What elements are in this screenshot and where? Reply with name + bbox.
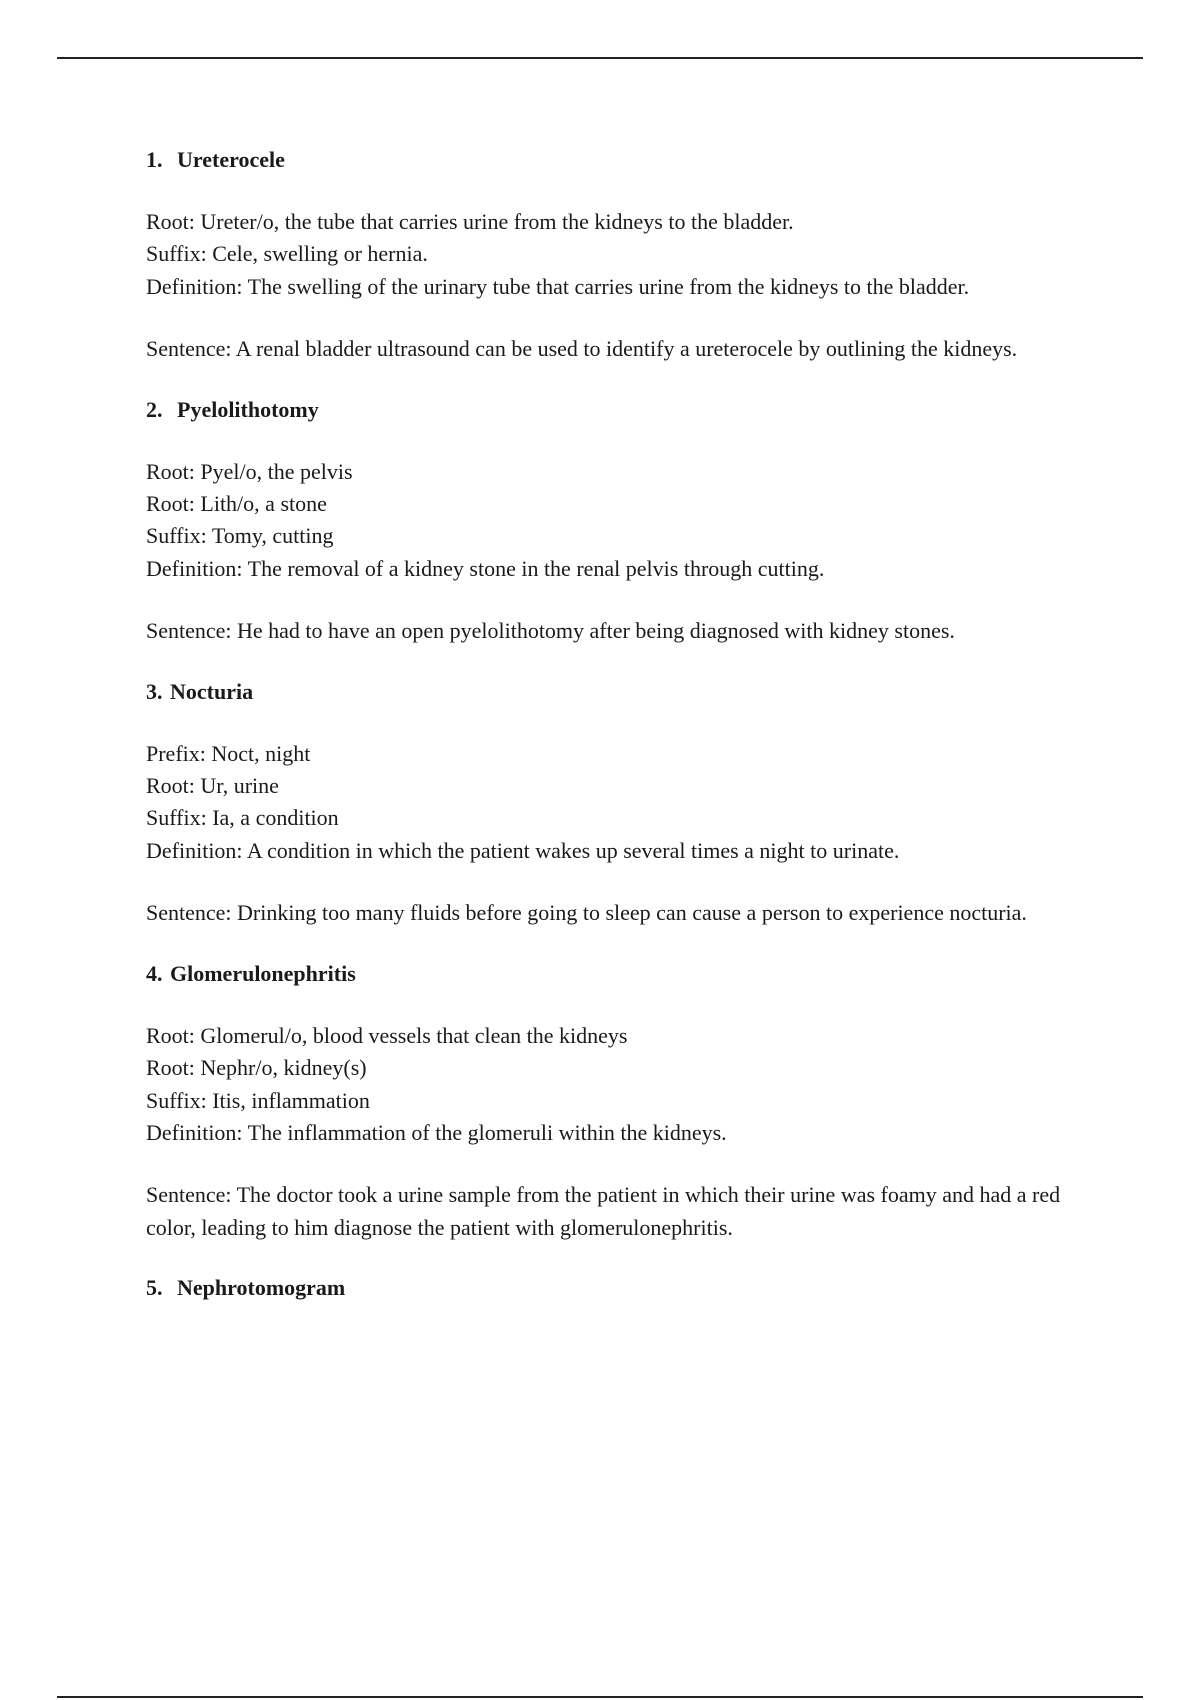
entry-nephrotomogram bbox=[146, 1272, 1086, 1304]
entry-heading bbox=[146, 958, 1086, 990]
entry-line: Root: Ureter/o, the tube that carries urine from the kidneys to the bladder. bbox=[146, 209, 794, 234]
entry-line: Root: Pyel/o, the pelvis bbox=[146, 458, 353, 484]
bottom-rule bbox=[57, 1696, 1143, 1698]
entry-line: Root: Ur, urine bbox=[146, 773, 279, 799]
entry-term: Nephrotomogram bbox=[177, 1275, 346, 1301]
entry-sentence: Sentence: He had to have an open pyelolithotomy after being diagnosed with kidney stones. bbox=[146, 618, 955, 644]
entry-heading bbox=[146, 1272, 1086, 1304]
entry-line: Definition: The swelling of the urinary tube that carries urine from the kidneys to the bladder. bbox=[146, 273, 970, 299]
entry-line: Root: Lith/o, a stone bbox=[146, 491, 327, 517]
entry-line: Root: Nephr/o, kidney(s) bbox=[146, 1055, 367, 1081]
entry-line: Definition: The removal of a kidney stone in the renal pelvis through cutting. bbox=[146, 555, 825, 581]
entry-nocturia bbox=[146, 676, 1086, 930]
entry-line: Prefix: Noct, night bbox=[146, 740, 311, 766]
document-body bbox=[146, 144, 1086, 1334]
entry-sentence: Sentence: A renal bladder ultrasound can be used to identify a ureterocele by outlining the kidneys. bbox=[146, 336, 1018, 362]
entry-heading bbox=[146, 394, 1086, 426]
entry-line: Root: Glomerul/o, blood vessels that clean the kidneys bbox=[146, 1022, 628, 1048]
entry-term: Ureterocele bbox=[177, 147, 285, 172]
entry-term: Nocturia bbox=[170, 678, 254, 704]
entry-number: 5. bbox=[146, 1275, 163, 1301]
entry-number: 1. bbox=[146, 147, 163, 172]
entry-number: 2. bbox=[146, 396, 163, 422]
entry-line: Suffix: Itis, inflammation bbox=[146, 1087, 370, 1113]
top-rule bbox=[57, 57, 1143, 59]
entry-line: Suffix: Ia, a condition bbox=[146, 805, 339, 831]
entry-number: 3. bbox=[146, 678, 163, 704]
entry-ureterocele bbox=[146, 144, 1086, 366]
entry-line: Suffix: Tomy, cutting bbox=[146, 523, 334, 549]
entry-line: Definition: A condition in which the patient wakes up several times a night to urinate. bbox=[146, 837, 900, 863]
entry-sentence: Sentence: Drinking too many fluids before going to sleep can cause a person to experience nocturia. bbox=[146, 900, 1027, 926]
entry-term: Glomerulonephritis bbox=[170, 960, 356, 986]
entry-heading bbox=[146, 144, 1086, 176]
entry-line: Suffix: Cele, swelling or hernia. bbox=[146, 241, 428, 267]
entry-number: 4. bbox=[146, 960, 163, 986]
entry-pyelolithotomy bbox=[146, 394, 1086, 648]
entry-glomerulonephritis bbox=[146, 958, 1086, 1244]
entry-term: Pyelolithotomy bbox=[177, 396, 319, 422]
entry-line: Definition: The inflammation of the glomeruli within the kidneys. bbox=[146, 1119, 727, 1145]
entry-sentence: Sentence: The doctor took a urine sample from the patient in which their urine was foamy and had a red color, leading to him diagnose the patient with glomerulonephritis. bbox=[146, 1182, 1061, 1240]
entry-heading bbox=[146, 676, 1086, 708]
